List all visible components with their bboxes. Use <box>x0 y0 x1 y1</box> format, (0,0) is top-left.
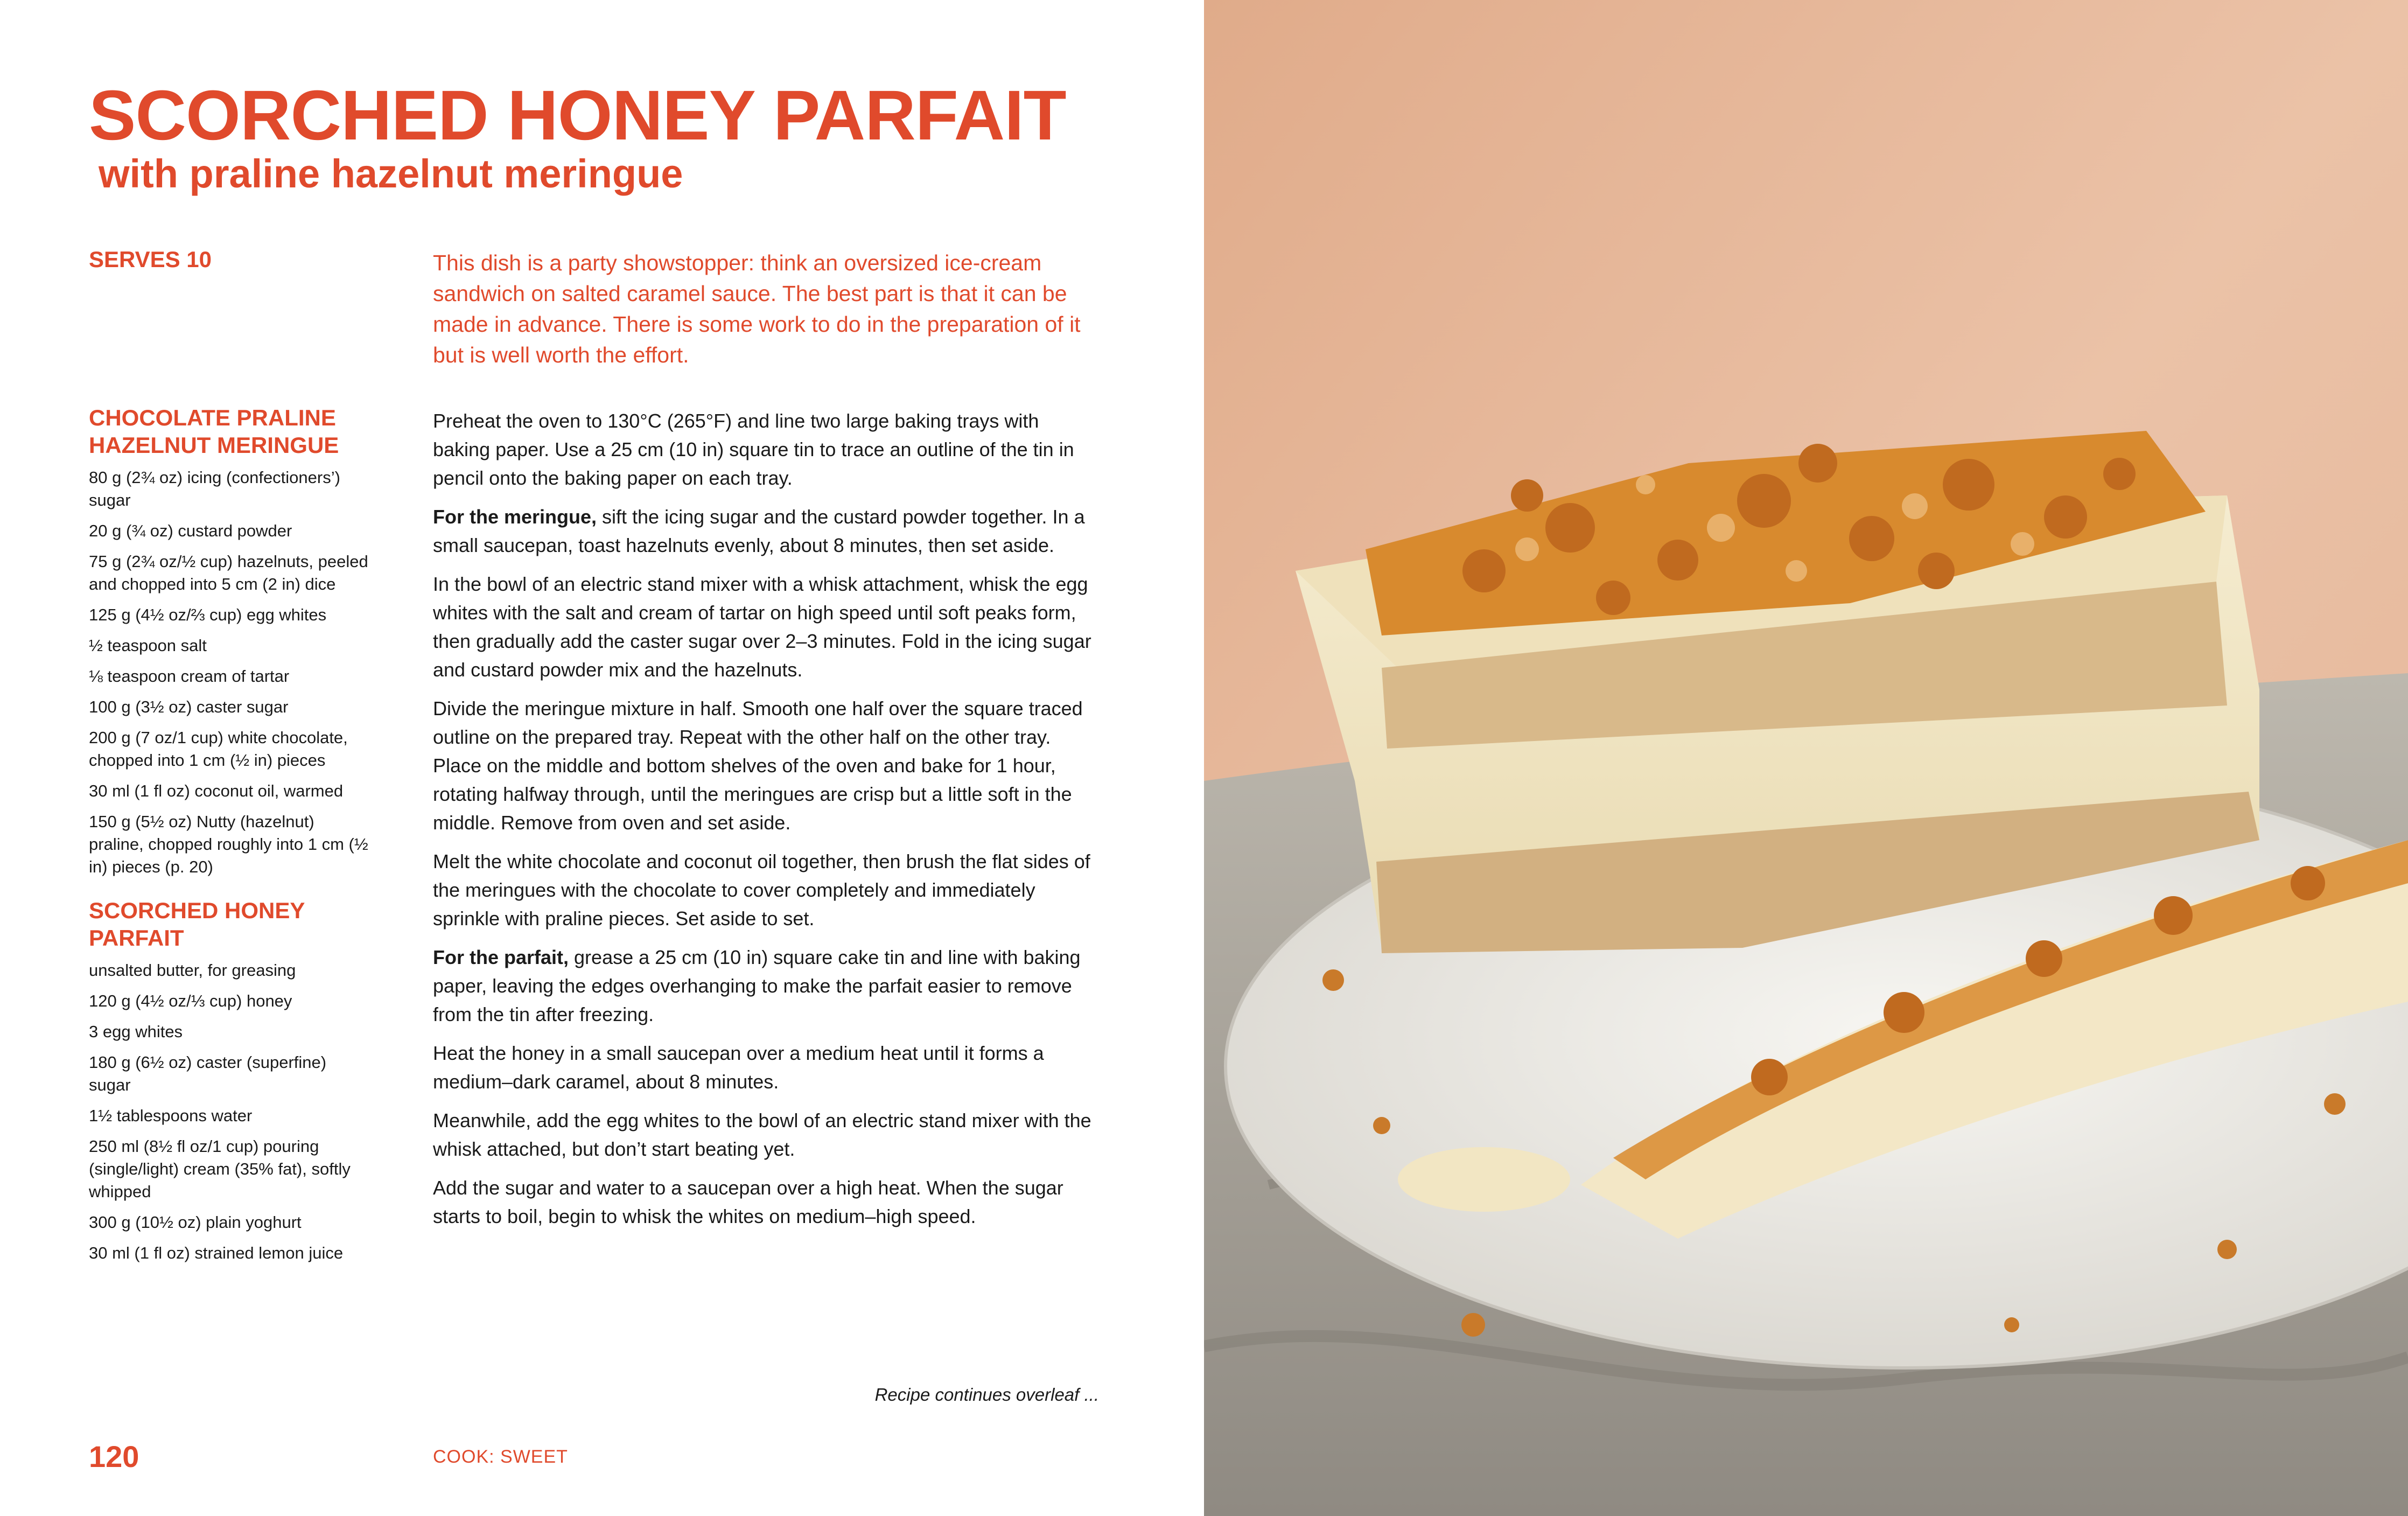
method-step: Heat the honey in a small saucepan over a medium heat until it forms a medium–dark caramel, about 8 minutes. <box>433 1042 1044 1093</box>
ingredient-item: 100 g (3½ oz) caster sugar <box>89 697 289 716</box>
ingredient-item: 120 g (4½ oz/⅓ cup) honey <box>89 991 292 1010</box>
method-step: In the bowl of an electric stand mixer with a whisk attachment, whisk the egg whites with the salt and cream of tartar on high speed until soft peaks form, then gradually add the caster sugar over 2–3 minutes. Fold in the icing sugar and custard powder mix and the hazelnuts. <box>433 573 1091 681</box>
ingredient-item: 250 ml (8½ fl oz/1 cup) pouring (single/light) cream (35% fat), softly whipped <box>89 1137 351 1201</box>
ingredient-item: 125 g (4½ oz/⅔ cup) egg whites <box>89 605 327 624</box>
method-column <box>433 407 1101 1241</box>
section-footer: COOK: SWEET <box>433 1447 568 1467</box>
ingredient-item: 80 g (2¾ oz) icing (confectioners’) sugar <box>89 468 340 509</box>
ingredient-item: ⅛ teaspoon cream of tartar <box>89 667 290 686</box>
parfait-ingredients-list <box>89 959 369 1265</box>
method-step-lead: For the meringue, <box>433 506 597 528</box>
recipe-intro: This dish is a party showstopper: think an oversized ice-cream sandwich on salted caramel sauce. The best part is that it can be made in advance. There is some work to do in the preparation of it but is well worth the effort. <box>433 250 1081 367</box>
ingredients-column <box>89 404 369 1273</box>
method-step-text: sift the icing sugar and the custard powder together. In a small saucepan, toast hazelnuts evenly, about 8 minutes, then set aside. <box>433 506 1085 556</box>
recipe-subtitle: with praline hazelnut meringue <box>99 151 683 196</box>
serves-label: SERVES 10 <box>89 247 212 272</box>
ingredient-item: 200 g (7 oz/1 cup) white chocolate, chopped into 1 cm (½ in) pieces <box>89 728 348 770</box>
meringue-ingredients-heading: CHOCOLATE PRALINE HAZELNUT MERINGUE <box>89 405 339 458</box>
ingredient-item: 20 g (¾ oz) custard powder <box>89 521 292 540</box>
ingredient-item: 30 ml (1 fl oz) strained lemon juice <box>89 1243 344 1262</box>
method-step <box>433 943 1101 1029</box>
method-step-lead: For the parfait, <box>433 946 569 968</box>
method-step: Preheat the oven to 130°C (265°F) and line two large baking trays with baking paper. Use a 25 cm (10 in) square tin to trace an outline of the tin in pencil onto the baking paper on each tray. <box>433 410 1074 489</box>
method-step: Melt the white chocolate and coconut oil together, then brush the flat sides of the meringues with the chocolate to cover completely and immediately sprinkle with praline pieces. Set aside to set. <box>433 850 1090 930</box>
ingredient-item: unsalted butter, for greasing <box>89 961 296 980</box>
ingredient-item: 3 egg whites <box>89 1022 183 1041</box>
recipe-continues-note: Recipe continues overleaf ... <box>874 1385 1099 1405</box>
ingredient-item: 180 g (6½ oz) caster (superfine) sugar <box>89 1053 327 1094</box>
ingredient-item: 30 ml (1 fl oz) coconut oil, warmed <box>89 781 344 800</box>
method-step <box>433 502 1101 560</box>
plated-parfait-photo <box>1204 0 2408 1516</box>
recipe-title: SCORCHED HONEY PARFAIT <box>89 75 1066 155</box>
ingredient-item: 1½ tablespoons water <box>89 1106 253 1125</box>
ingredient-item: 300 g (10½ oz) plain yoghurt <box>89 1213 302 1232</box>
ingredient-item: 75 g (2¾ oz/½ cup) hazelnuts, peeled and chopped into 5 cm (2 in) dice <box>89 552 368 593</box>
ingredient-item: ½ teaspoon salt <box>89 636 207 655</box>
method-step-text: grease a 25 cm (10 in) square cake tin and line with baking paper, leaving the edges overhanging to make the parfait easier to remove from the tin after freezing. <box>433 946 1081 1025</box>
method-step: Add the sugar and water to a saucepan over a high heat. When the sugar starts to boil, begin to whisk the whites on medium–high speed. <box>433 1177 1063 1227</box>
meringue-ingredients-list <box>89 466 369 878</box>
method-step: Meanwhile, add the egg whites to the bowl of an electric stand mixer with the whisk attached, but don’t start beating yet. <box>433 1109 1091 1160</box>
ingredient-item: 150 g (5½ oz) Nutty (hazelnut) praline, chopped roughly into 1 cm (½ in) pieces (p. 20) <box>89 812 368 876</box>
page-number: 120 <box>89 1440 139 1473</box>
parfait-ingredients-heading: SCORCHED HONEY PARFAIT <box>89 898 305 951</box>
method-step: Divide the meringue mixture in half. Smooth one half over the square traced outline on the prepared tray. Repeat with the other half on the other tray. Place on the middle and bottom shelves of the oven and bake for 1 hour, rotating halfway through, until the meringues are crisp but a little soft in the middle. Remove from oven and set aside. <box>433 697 1083 834</box>
